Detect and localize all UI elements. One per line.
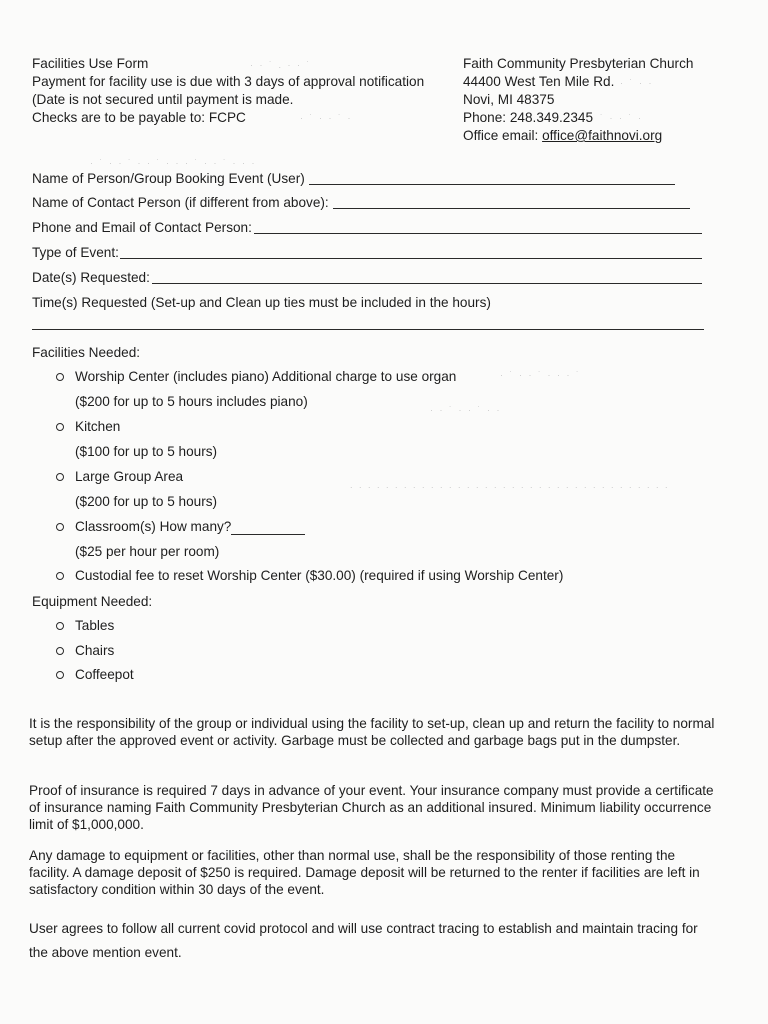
- scan-noise: · · ˙ . · · ˙: [250, 60, 312, 70]
- kitchen-price: ($100 for up to 5 hours): [75, 444, 218, 459]
- kitchen-label: Kitchen: [75, 419, 121, 434]
- worship-center-price: ($200 for up to 5 hours includes piano): [75, 394, 308, 409]
- scan-noise: . . . . . . . . . . . . . . . . . . . . . . . . . . . . . . . . . . . .: [350, 480, 670, 490]
- field-booking-name-blank[interactable]: [309, 184, 675, 185]
- bullet-icon: [56, 671, 64, 679]
- list-item-chairs[interactable]: [75, 643, 114, 661]
- form-header-left: [32, 56, 452, 128]
- church-contact-block: [463, 56, 743, 146]
- address-line-2: Novi, MI 48375: [463, 92, 555, 107]
- equipment-chairs-label: Chairs: [75, 643, 115, 658]
- large-group-label: Large Group Area: [75, 469, 184, 484]
- field-times-blank[interactable]: [32, 329, 704, 330]
- payment-note: Payment for facility use is due with 3 days of approval notification: [32, 74, 425, 89]
- bullet-icon: [56, 423, 64, 431]
- large-group-price: ($200 for up to 5 hours): [75, 494, 218, 509]
- scan-noise: · ˙ · ·: [620, 78, 654, 88]
- scan-noise: · ˙ · · ˙ · · · ˙: [500, 370, 581, 380]
- list-item-worship-center[interactable]: [75, 369, 456, 387]
- office-email-link[interactable]: office@faithnovi.org: [542, 128, 663, 143]
- field-contact-person-label: Name of Contact Person (if different from above):: [32, 195, 329, 210]
- classrooms-label: Classroom(s) How many?: [75, 519, 232, 534]
- field-dates-blank[interactable]: [152, 283, 702, 284]
- field-phone-email-blank[interactable]: [254, 233, 702, 234]
- bullet-icon: [56, 647, 64, 655]
- address-line-1: 44400 West Ten Mile Rd.: [463, 74, 615, 89]
- list-item-coffeepot[interactable]: [75, 667, 134, 685]
- worship-center-label: Worship Center (includes piano) Additional charge to use organ: [75, 369, 457, 384]
- scan-noise: · ˙ · · ˙ · · ˙ · · · ˙ · · ˙ · · ·: [90, 158, 257, 168]
- list-item-custodial-fee[interactable]: [75, 568, 563, 586]
- field-contact-person-blank[interactable]: [333, 208, 690, 209]
- list-item-classrooms[interactable]: [75, 519, 305, 537]
- damage-paragraph: Any damage to equipment or facilities, other than normal use, shall be the responsibility of those renting the facility. A damage deposit of $250 is required. Damage deposit will be returned to the renter if facilities are left in satisfactory condition within 30 days of the event.: [29, 848, 700, 897]
- field-times-label: Time(s) Requested (Set-up and Clean up ties must be included in the hours): [32, 295, 491, 310]
- field-dates-label: Date(s) Requested:: [32, 270, 150, 285]
- bullet-icon: [56, 622, 64, 630]
- phone-number: Phone: 248.349.2345: [463, 110, 594, 125]
- church-name: Faith Community Presbyterian Church: [463, 56, 694, 71]
- office-email: [463, 128, 743, 146]
- scan-noise: · ˙ · · ˙ ·: [300, 113, 353, 123]
- scan-noise: ˙ · · ˙ ·: [600, 113, 643, 123]
- responsibility-paragraph: It is the responsibility of the group or individual using the facility to set-up, clean up and return the facility to normal setup after the approved event or activity. Garbage must be collected and garbage bags put in the dumpster.: [29, 716, 715, 748]
- bullet-icon: [56, 572, 64, 580]
- date-note: (Date is not secured until payment is made.: [32, 92, 294, 107]
- field-booking-name-label: Name of Person/Group Booking Event (User): [32, 171, 305, 186]
- classrooms-price: ($25 per hour per room): [75, 544, 220, 559]
- field-event-type-blank[interactable]: [120, 258, 702, 259]
- equipment-title: Equipment Needed:: [32, 594, 153, 609]
- facilities-title: Facilities Needed:: [32, 345, 141, 360]
- form-title: Facilities Use Form: [32, 56, 149, 71]
- office-email-label: Office email:: [463, 128, 543, 143]
- insurance-paragraph: Proof of insurance is required 7 days in advance of your event. Your insurance company must provide a certificate of insurance naming Faith Community Presbyterian Church as an additional insured. Minimum liability occurrence limit of $1,000,000.: [29, 783, 714, 832]
- bullet-icon: [56, 473, 64, 481]
- bullet-icon: [56, 523, 64, 531]
- list-item-tables[interactable]: [75, 618, 114, 636]
- field-phone-email-label: Phone and Email of Contact Person:: [32, 220, 252, 235]
- custodial-fee-label: Custodial fee to reset Worship Center ($30.00) (required if using Worship Center): [75, 568, 564, 583]
- scan-noise: · · ˙ · · ˙ · ·: [430, 405, 502, 415]
- list-item-large-group-area[interactable]: [75, 469, 183, 487]
- checks-note: Checks are to be payable to: FCPC: [32, 110, 246, 125]
- equipment-tables-label: Tables: [75, 618, 115, 633]
- field-event-type-label: Type of Event:: [32, 245, 119, 260]
- equipment-coffeepot-label: Coffeepot: [75, 667, 134, 682]
- classrooms-count-blank[interactable]: [231, 521, 305, 535]
- bullet-icon: [56, 373, 64, 381]
- list-item-kitchen[interactable]: [75, 419, 120, 437]
- covid-paragraph: User agrees to follow all current covid protocol and will use contract tracing to establish and maintain tracing for the above mention event.: [29, 921, 698, 960]
